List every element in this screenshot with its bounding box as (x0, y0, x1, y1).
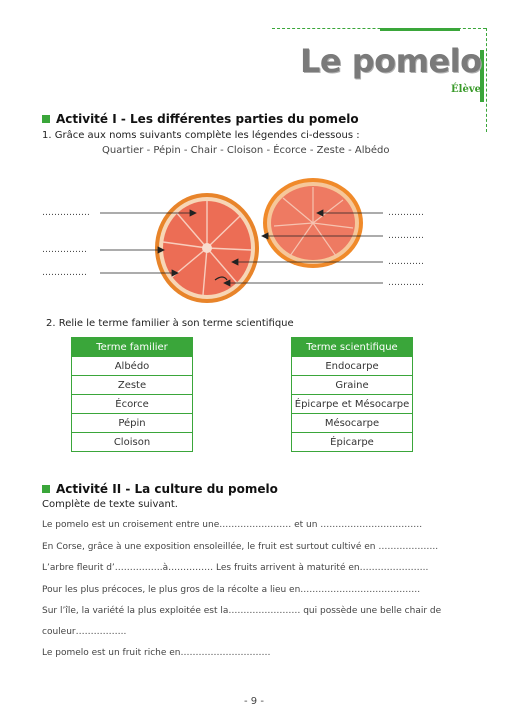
familiar-term[interactable]: Albédo (72, 357, 193, 376)
bullet-square-icon (42, 115, 50, 123)
activity1-instruction: 1. Grâce aux noms suivants complète les légendes ci-dessous : (42, 130, 360, 141)
right-label-1[interactable]: ………… (388, 208, 424, 218)
activity1-terms: Quartier - Pépin - Chair - Cloison - Écorce - Zeste - Albédo (102, 145, 390, 156)
left-label-2[interactable]: …………… (42, 245, 87, 255)
header-accent-bar-top (380, 28, 460, 31)
fill-line-3[interactable]: L’arbre fleurit d’…………….à…………… Les fruits arrivent à maturité en………………….. (42, 563, 429, 573)
bullet-square-icon (42, 485, 50, 493)
scientific-term[interactable]: Endocarpe (292, 357, 413, 376)
right-label-3[interactable]: ………… (388, 257, 424, 267)
scientific-term[interactable]: Graine (292, 376, 413, 395)
right-label-4[interactable]: ………… (388, 278, 424, 288)
familiar-term[interactable]: Zeste (72, 376, 193, 395)
scientific-term[interactable]: Épicarpe (292, 433, 413, 452)
activity2-heading (42, 482, 278, 496)
familiar-term[interactable]: Pépin (72, 414, 193, 433)
page-number: - 9 - (244, 696, 264, 707)
grapefruit-front-half (155, 193, 259, 303)
fill-line-2[interactable]: En Corse, grâce à une exposition ensoleillée, le fruit est surtout cultivé en ……………….. (42, 542, 439, 552)
familiar-term[interactable]: Cloison (72, 433, 193, 452)
activity2-heading-text: Activité II - La culture du pomelo (56, 482, 278, 496)
page-title: Le pomelo (300, 42, 482, 80)
question-2: 2. Relie le terme familier à son terme scientifique (46, 318, 294, 329)
activity1-heading-text: Activité I - Les différentes parties du pomelo (56, 112, 359, 126)
header-dashed-border-right (486, 28, 487, 132)
fill-line-6[interactable]: couleur…………….. (42, 627, 127, 637)
left-label-3[interactable]: …………… (42, 268, 87, 278)
left-label-1[interactable]: ……………. (42, 208, 90, 218)
fill-line-5[interactable]: Sur l’île, la variété la plus exploitée est la…………………… qui possède une belle chair de (42, 606, 442, 616)
activity2-instruction: Complète de texte suivant. (42, 499, 178, 510)
activity1-heading (42, 112, 359, 126)
fill-line-7[interactable]: Le pomelo est un fruit riche en………………………… (42, 648, 271, 658)
familiar-terms-header: Terme familier (72, 338, 193, 357)
fill-line-4[interactable]: Pour les plus précoces, le plus gros de la récolte a lieu en…………………………………. (42, 585, 421, 595)
scientific-terms-table (291, 337, 413, 452)
right-label-2[interactable]: ………… (388, 231, 424, 241)
grapefruit-illustration (40, 170, 450, 315)
grapefruit-back-half (263, 178, 363, 268)
familiar-terms-table (71, 337, 193, 452)
familiar-term[interactable]: Écorce (72, 395, 193, 414)
scientific-term[interactable]: Épicarpe et Mésocarpe (292, 395, 413, 414)
fill-line-1[interactable]: Le pomelo est un croisement entre une…………………… et un ……………………………. (42, 520, 423, 530)
scientific-terms-header: Terme scientifique (292, 338, 413, 357)
page-subtitle: Élève (451, 84, 481, 95)
scientific-term[interactable]: Mésocarpe (292, 414, 413, 433)
